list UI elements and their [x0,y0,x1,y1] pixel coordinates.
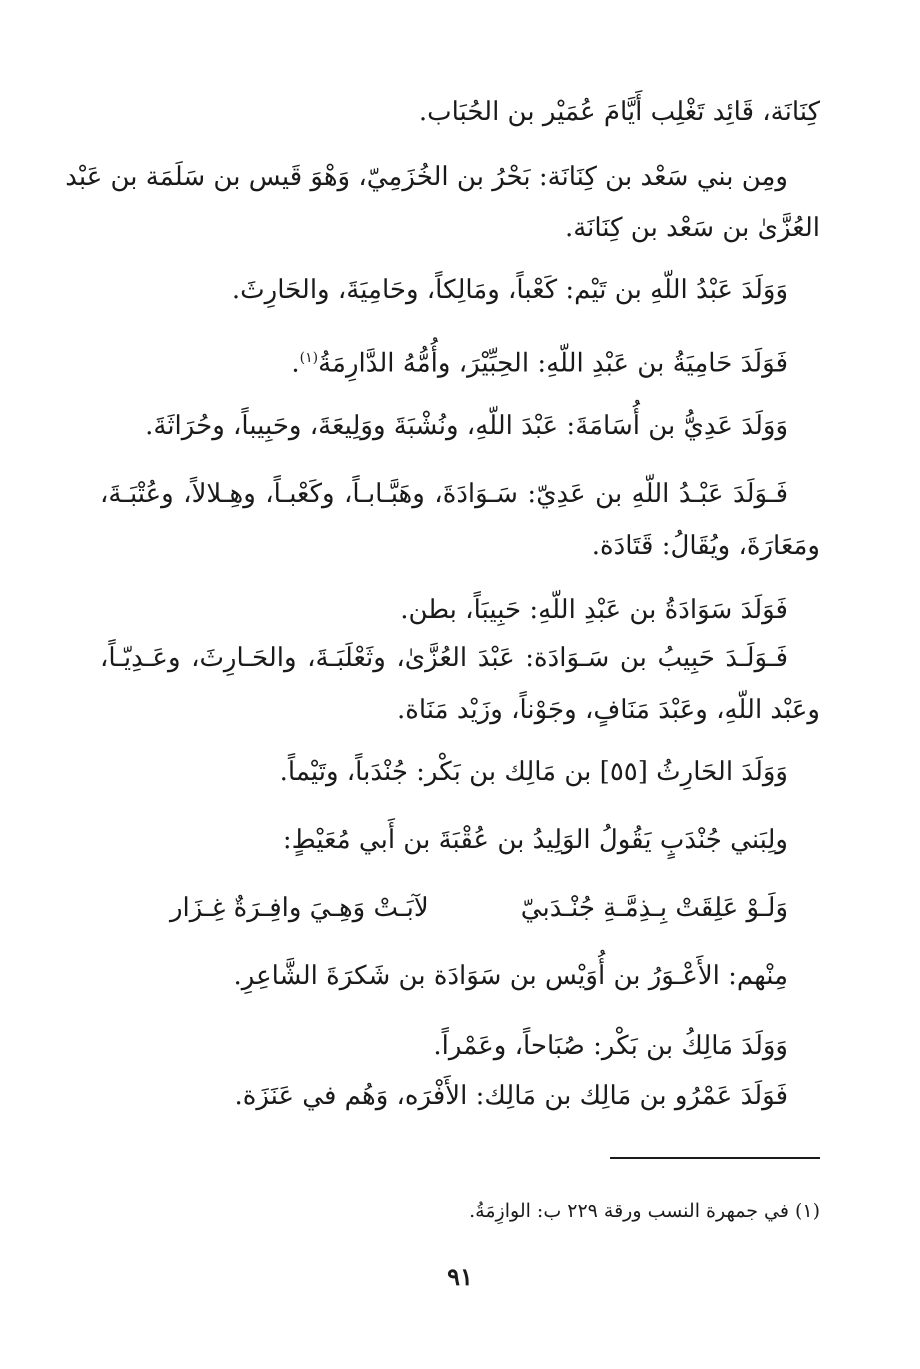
text-line-5-body: فَوَلَدَ حَامِيَةُ بن عَبْدِ اللّهِ: الحِبِّيْرَ، وأُمُّهُ الدَّارِمَةُ [318,348,788,379]
text-line-4: وَوَلَدَ عَبْدُ اللّهِ بن تَيْم: كَعْباً، ومَالِكاً، وحَامِيَةَ، والحَارِثَ. [231,275,788,305]
text-line-3: العُزَّىٰ بن سَعْد بن كِنَانَة. [564,213,820,243]
text-line-12: وَوَلَدَ الحَارِثُ [٥٥] بن مَالِك بن بَكْر: جُنْدَباً، وتَيْماً. [279,757,788,787]
text-line-14: مِنْهم: الأَعْـوَرُ بن أُوَيْس بن سَوَادَة بن شَكرَةَ الشَّاعِرِ. [233,961,788,991]
text-line-5 [291,338,788,384]
text-line-16: فَوَلَدَ عَمْرُو بن مَالِك بن مَالِك: الأَفْرَه، وَهُم في عَنَزَة. [234,1081,788,1111]
footnote: (١) في جمهرة النسب ورقة ٢٢٩ ب: الوازِمَةُ. [469,1200,820,1222]
text-line-2: ومِن بني سَعْد بن كِنَانَة: بَحْرُ بن الخُزَمِيّ، وَهْوَ قَيس بن سَلَمَة بن عَبْد [65,162,788,192]
page-number: ٩١ [447,1262,473,1291]
text-line-6: وَوَلَدَ عَدِيُّ بن أُسَامَةَ: عَبْدَ اللّهِ، ونُشْبَةَ ووَلِيعَةَ، وحَبِيباً، وحُرَاثَةَ. [145,411,788,441]
verse-first-hemistich: وَلَـوْ عَلِقَتْ بِـذِمَّـةِ جُنْـدَبيّ [520,893,788,923]
text-line-1: كِنَانَة، قَائِد تَغْلِب أَيَّامَ عُمَيْر بن الحُبَاب. [418,97,820,127]
text-line-10: فَـوَلَـدَ حَبِيبُ بن سَـوَادَة: عَبْدَ العُزَّىٰ، وثَعْلَبَـةَ، والحَـارِثَ، وعَـدِيّـاً، [100,643,788,673]
text-line-8: ومَعَارَةَ، ويُقَالُ: قَتَادَة. [591,531,820,561]
text-line-15: وَوَلَدَ مَالِكُ بن بَكْر: صُبَاحاً، وعَمْراً. [433,1031,788,1061]
text-line-9: فَوَلَدَ سَوَادَةُ بن عَبْدِ اللّهِ: حَبِيبَاً، بطن. [400,595,788,625]
text-line-11: وعَبْد اللّهِ، وعَبْدَ مَنَافٍ، وجَوْناً، وزَيْد مَنَاة. [396,695,820,725]
footnote-separator [610,1157,820,1159]
text-line-13: ولِبَني جُنْدَبٍ يَقُولُ الوَلِيدُ بن عُقْبَةَ بن أَبي مُعَيْطٍ: [282,825,788,855]
line-5-period: . [291,348,300,379]
verse-second-hemistich: لآبَـتْ وَهِـيَ وافِـرَةٌ غِـزَار [170,893,429,923]
footnote-marker: (١) [299,350,319,366]
text-line-7: فَـوَلَدَ عَبْـدُ اللّهِ بن عَدِيّ: سَـوَادَةَ، وهَبَّـابـاً، وكَعْبـاً، وهِـلالاً، وعُتْبَـةَ، [100,479,788,509]
